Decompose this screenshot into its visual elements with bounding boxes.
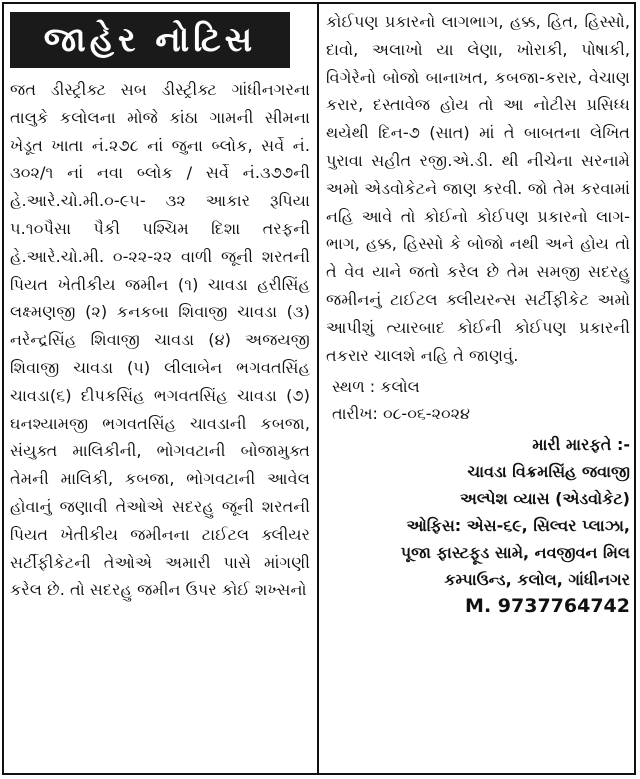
through-line: મારી મારફતે :- xyxy=(532,435,630,455)
date: તારીખ: ૦૮-૦૬-૨૦૨૪ xyxy=(332,404,470,424)
public-notice xyxy=(2,2,636,775)
phone-number: M. 9737764742 xyxy=(465,595,630,618)
notice-title: જાહેર નોટિસ xyxy=(10,12,290,68)
client-name: ચાવડા વિક્રમસિંહ જવાજી xyxy=(467,462,630,482)
place: સ્થળ : કલોલ xyxy=(332,377,420,397)
column-divider xyxy=(317,4,319,773)
signature-block xyxy=(326,431,630,620)
place-date xyxy=(326,373,630,427)
left-body-text: જત ડીસ્ટ્રીક્ટ સબ ડીસ્ટ્રીક્ટ ગાંધીનગરના તાલુકે કલોલના મોજે કાંઠા ગામની સીમના ખેડૂત ખાતા નં.૨૭૮ નાં જુના બ્લોક, સર્વે નં. ૩૦૨/૧ નાં નવા બ્લોક / સર્વે નં.૩૭૭ની હે.આરે.ચો.મી.૦-૯૫- ૩૨ આકાર રૂપિયા ૫.૧૦પૈસા પૈકી પશ્ચિમ દિશા તરફની હે.આરે.ચો.મી. ૦-૨૨-૨૨ વાળી જૂની શરતની પિયત ખેતીકીય જમીન (૧) ચાવડા હરીસિંહ લક્ષ્મણજી (૨) કનકબા શિવાજી ચાવડા (૩) નરેન્દ્રસિંહ શિવાજી ચાવડા (૪) અજયજી શિવાજી ચાવડા (૫) લીલાબેન ભગવતસિંહ ચાવડા(૬) દીપકસિંહ ભગવતસિંહ ચાવડા (૭) ઘનશ્યામજી ભગવતસિંહ ચાવડાની કબજા, સંયુક્ત માલિકીની, ભોગવટાની બોજામુક્ત તેમની માલિકી, કબજા, ભોગવટાની આવેલ હોવાનું જણાવી તેઓએ સદરહુ જૂની શરતની પિયત ખેતીકીય જમીનના ટાઈટલ ક્લીયર સર્ટીફીકેટની તેઓએ અમારી પાસે માંગણી કરેલ છે. તો સદરહુ જમીન ઉપર કોઈ શખ્સનો xyxy=(10,80,310,600)
office-address-line-3: કમ્પાઉન્ડ, કલોલ, ગાંધીનગર xyxy=(444,570,630,590)
left-column xyxy=(10,4,310,604)
right-column xyxy=(326,8,630,620)
advocate-name: અલ્પેશ વ્યાસ (એડવોકેટ) xyxy=(459,489,630,509)
office-address-line-2: પૂજા ફાસ્ટફૂડ સામે, નવજીવન મિલ xyxy=(400,543,630,563)
right-body-text: કોઈપણ પ્રકારનો લાગભાગ, હક્ક, હિત, હિસ્સો, દાવો, અલાખો યા લેણા, ખોરાકી, પોષાકી, વિગેરેનો બોજો બાનાખત, કબજા-કરાર, વેચાણ કરાર, દસ્તાવેજ હોય તો આ નોટીસ પ્રસિધ્ધ થયેથી દિન-૭ (સાત) માં તે બાબતના લેખિત પુરાવા સહીત રજી.એ.ડી. થી નીચેના સરનામે અમો એડવોકેટને જાણ કરવી. જો તેમ કરવામાં નહિ આવે તો કોઈનો કોઈપણ પ્રકારનો લાગ-ભાગ, હક્ક, હિસ્સો કે બોજો નથી અને હોય તો તે વેવ યાને જતો કરેલ છે તેમ સમજી સદરહુ જમીનનું ટાઈટલ ક્લીયરન્સ સર્ટીફીકેટ અમો આપીશું ત્યારબાદ કોઈની કોઈપણ પ્રકારની તકરાર ચાલશે નહિ તે જાણવું. xyxy=(326,12,630,365)
office-address-line-1: ઓફિસ: એસ-૬૯, સિલ્વર પ્લાઝા, xyxy=(406,516,630,536)
